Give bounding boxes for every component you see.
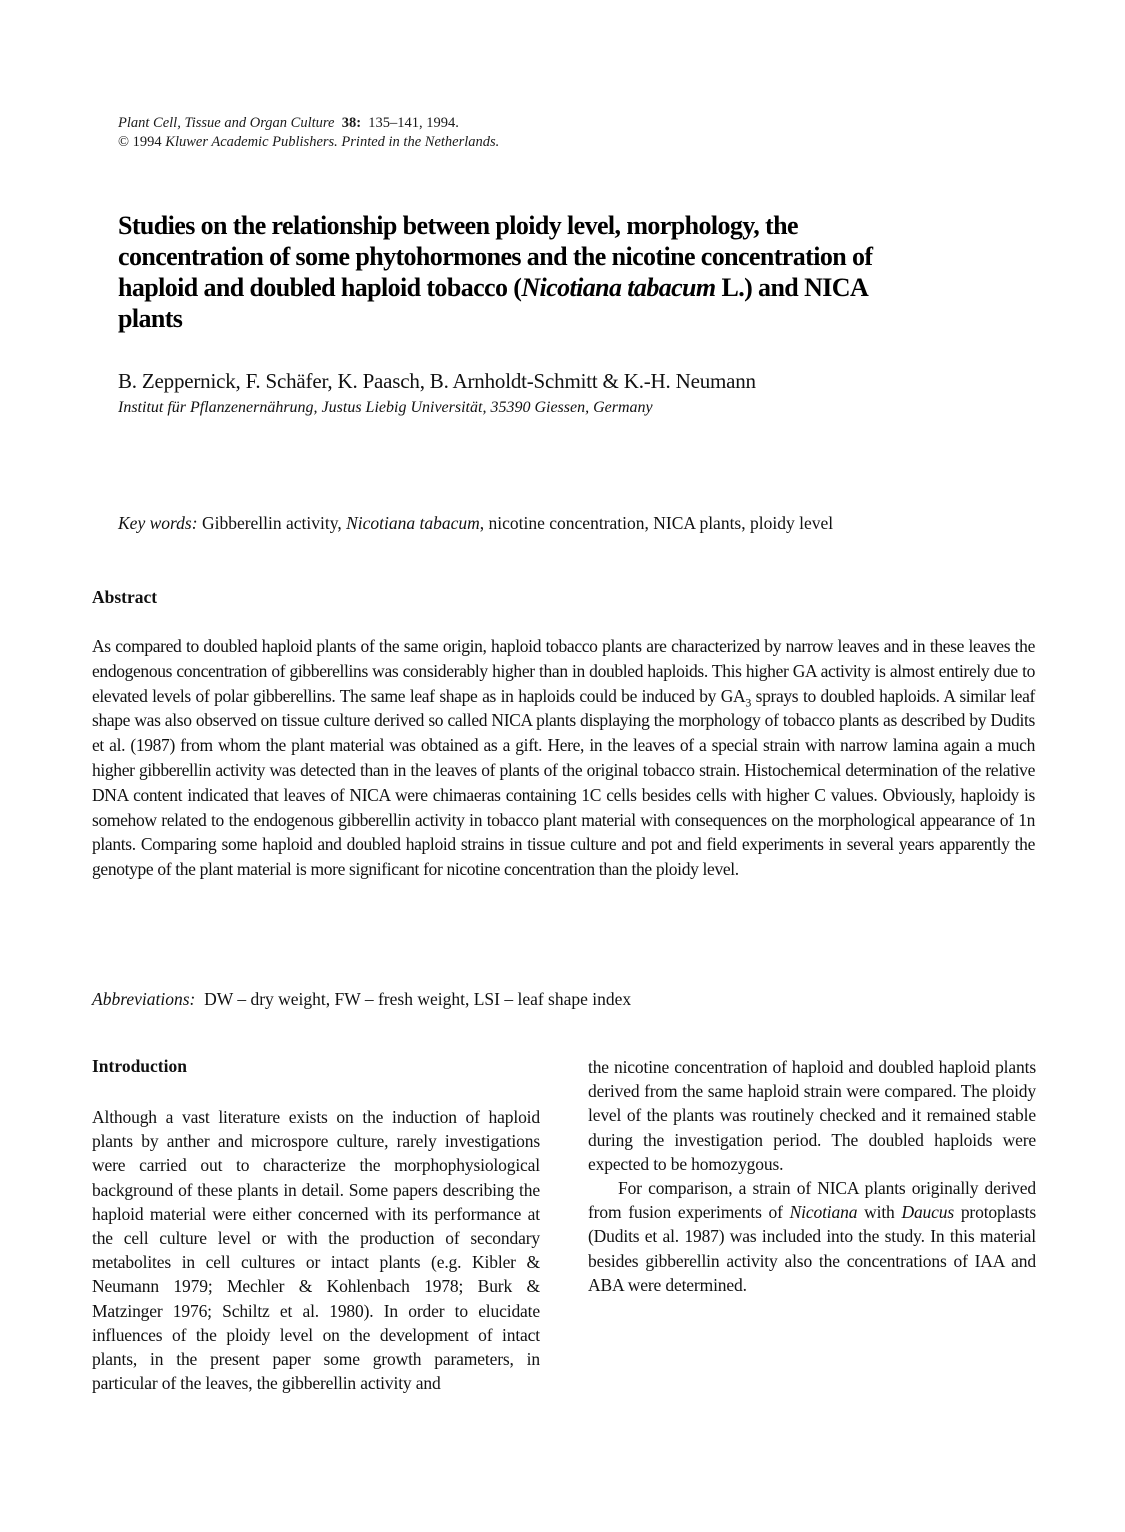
journal-volume: 38: [341, 115, 362, 131]
title-line-3-start: haploid and doubled haploid tobacco ( [118, 273, 522, 302]
author-list: B. Zeppernick, F. Schäfer, K. Paasch, B. Arnholdt-Schmitt & K.-H. Neumann [118, 369, 756, 393]
copyright-line [118, 133, 499, 152]
title-line-3-end: L.) and NICA [715, 273, 869, 302]
copyright-year: 1994 [132, 134, 162, 150]
journal-header [118, 114, 499, 152]
keywords-text-1: Gibberellin activity, [197, 513, 347, 533]
copyright-icon: © [118, 134, 130, 150]
author-affiliation: Institut für Pflanzenernährung, Justus Liebig Universität, 35390 Giessen, Germany [118, 399, 653, 416]
abstract-text-2: sprays to doubled haploids. A similar leaf shape was also observed on tissue culture derived so called NICA plants displaying the morphology of tobacco plants as described by Dudits et al. (1987) from whom the plant material was obtained as a gift. Here, in the leaves of a special strain with narrow lamina again a much higher gibberellin activity was detected than in the leaves of plants of the original tobacco strain. Histochemical determination of the relative DNA content indicated that leaves of NICA were chimaeras containing 1C cells besides cells with higher C values. Obviously, haploidy is somehow related to the endogenous gibberellin activity in tobacco plant material with consequences on the morphological appearance of 1n plants. Comparing some haploid and doubled haploid strains in tissue culture and pot and field experiments in several years apparently the genotype of the plant material is more significant for nicotine concentration than the ploidy level. [92, 685, 1035, 880]
abstract-subscript: 3 [745, 695, 751, 710]
keywords-species: Nicotiana tabacum [346, 513, 480, 533]
journal-name: Plant Cell, Tissue and Organ Culture [118, 115, 335, 131]
introduction-right-column [588, 1055, 1036, 1297]
keywords-text-2: , nicotine concentration, NICA plants, ploidy level [479, 513, 834, 533]
introduction-paragraph-1: Although a vast literature exists on the induction of haploid plants by anther and microspore culture, rarely investigations were carried out to characterize the morphophysiological background of these plants in detail. Some papers describing the haploid material were either concerned with its performance at the cell culture level or with the production of secondary metabolites in cell cultures or intact plants (e.g. Kibler & Neumann 1979; Mechler & Kohlenbach 1978; Burk & Matzinger 1976; Schiltz et al. 1980). In order to elucidate influences of the ploidy level on the development of intact plants, in the present paper some growth parameters, in particular of the leaves, the gibberellin activity and [92, 1107, 540, 1394]
genus-daucus: Daucus [901, 1202, 955, 1223]
introduction-left-column [92, 1105, 540, 1395]
abbreviations [92, 987, 631, 1011]
keywords-label: Key words: [118, 513, 198, 533]
introduction-paragraph-2 [588, 1176, 1036, 1297]
title-line-4: plants [118, 304, 183, 333]
title-line-1: Studies on the relationship between ploidy level, morphology, the [118, 211, 798, 240]
paragraph-2-mid: with [857, 1202, 902, 1223]
introduction-paragraph-1-continued: the nicotine concentration of haploid and doubled haploid plants derived from the same haploid strain were compared. The ploidy level of the plants was routinely checked and it remained stable during the investigation period. The doubled haploids were expected to be homozygous. [588, 1057, 1036, 1174]
paragraph-2-start: For comparison, a strain of NICA plants originally derived from fusion experiments of [588, 1178, 1036, 1223]
abstract-text [92, 634, 1035, 882]
abbreviations-text: DW – dry weight, FW – fresh weight, LSI – leaf shape index [195, 989, 632, 1009]
genus-nicotiana: Nicotiana [789, 1202, 858, 1223]
keywords [118, 511, 833, 535]
paragraph-2-end: protoplasts (Dudits et al. 1987) was included into the study. In this material besides gibberellin activity also the concentrations of IAA and ABA were determined. [588, 1202, 1036, 1295]
abstract-heading: Abstract [92, 587, 158, 607]
introduction-heading: Introduction [92, 1056, 187, 1076]
title-species: Nicotiana tabacum [521, 273, 716, 302]
journal-citation [118, 114, 499, 133]
paper-title [118, 210, 1018, 334]
title-line-2: concentration of some phytohormones and the nicotine concentration of [118, 242, 873, 271]
journal-pages-year: 135–141, 1994. [368, 115, 459, 131]
title-line-3 [118, 272, 1018, 303]
abstract-text-1: As compared to doubled haploid plants of the same origin, haploid tobacco plants are characterized by narrow leaves and in these leaves the endogenous concentration of gibberellins was considerably higher than in doubled haploids. This higher GA activity is almost entirely due to elevated levels of polar gibberellins. The same leaf shape as in haploids could be induced by GA [92, 636, 1035, 706]
publisher-notice: Kluwer Academic Publishers. Printed in the Netherlands. [165, 134, 500, 150]
abbreviations-label: Abbreviations: [92, 989, 196, 1009]
